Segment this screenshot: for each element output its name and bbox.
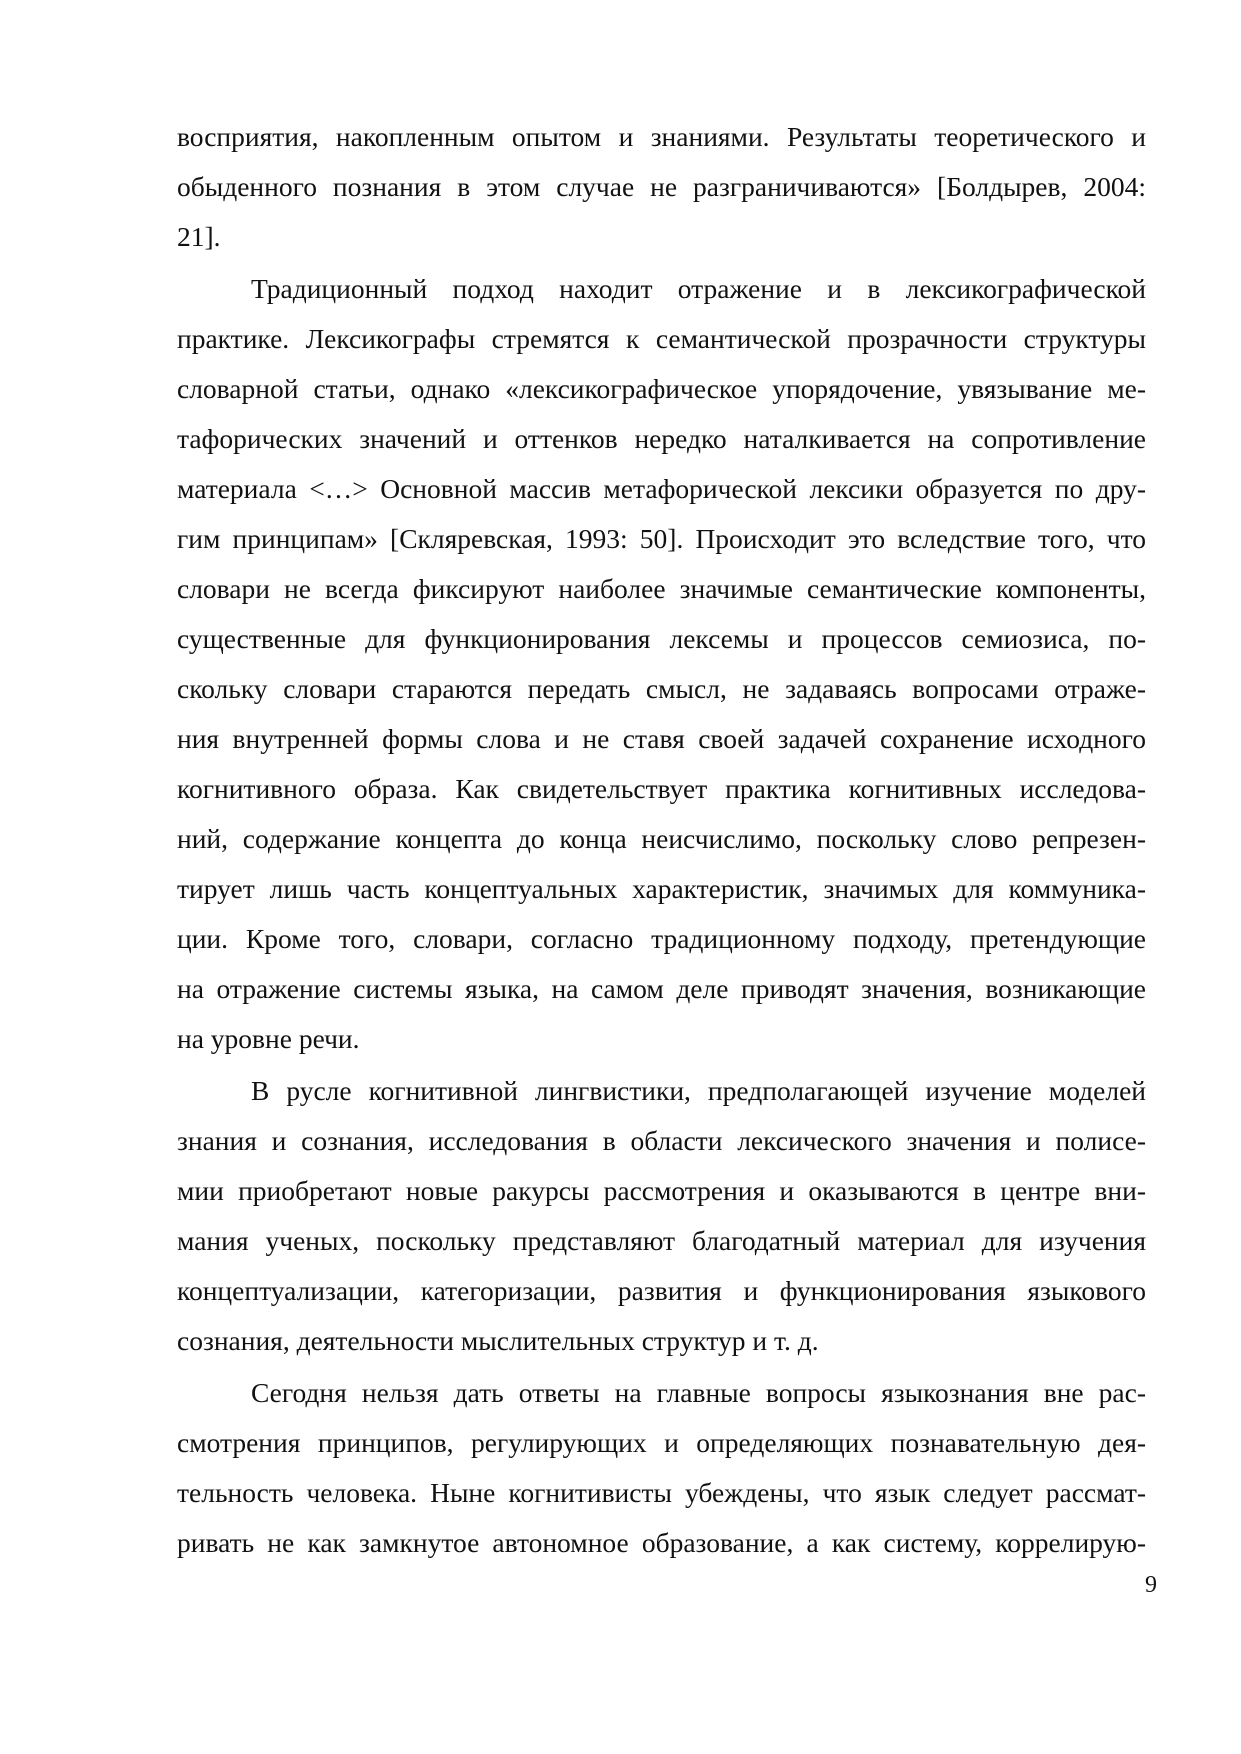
text-line: словарной статьи, однако «лексикографическое упорядочение, увязывание ме- [177,373,1146,404]
text-line: тельность человека. Ныне когнитивисты убеждены, что язык следует рассмат- [177,1477,1146,1508]
text-line: Сегодня нельзя дать ответы на главные вопросы языкознания вне рас- [251,1377,1146,1408]
text-line: 21]. [177,221,221,252]
paragraph [177,1368,1146,1568]
text-line: ния внутренней формы слова и не ставя своей задачей сохранение исходного [177,723,1146,754]
text-line: Традиционный подход находит отражение и в лексикографической [251,273,1146,304]
text-line: ний, содержание концепта до конца неисчислимо, поскольку слово репрезен- [177,823,1146,854]
paragraph [177,112,1146,262]
text-line: мания ученых, поскольку представляют благодатный материал для изучения [177,1225,1146,1256]
text-line: на отражение системы языка, на самом деле приводят значения, возникающие [177,973,1146,1004]
text-line: ривать не как замкнутое автономное образование, а как систему, коррелирую- [177,1527,1146,1558]
text-line: восприятия, накопленным опытом и знаниями. Результаты теоретического и [177,121,1146,152]
text-line: когнитивного образа. Как свидетельствует практика когнитивных исследова- [177,773,1146,804]
text-line: сознания, деятельности мыслительных структур и т. д. [177,1325,819,1356]
text-line: существенные для функционирования лексемы и процессов семиозиса, по- [177,623,1146,654]
text-line: на уровне речи. [177,1023,360,1054]
text-line: ции. Кроме того, словари, согласно традиционному подходу, претендующие [177,923,1146,954]
text-line: словари не всегда фиксируют наиболее значимые семантические компоненты, [177,573,1146,604]
text-line: мии приобретают новые ракурсы рассмотрения и оказываются в центре вни- [177,1175,1146,1206]
text-line: обыденного познания в этом случае не разграничиваются» [Болдырев, 2004: [177,171,1146,202]
text-line: материала <…> Основной массив метафорической лексики образуется по дру- [177,473,1146,504]
text-line: концептуализации, категоризации, развития и функционирования языкового [177,1275,1146,1306]
paragraph [177,1066,1146,1366]
body-text [177,112,1146,1570]
text-line: скольку словари стараются передать смысл, не задаваясь вопросами отраже- [177,673,1146,704]
text-line: знания и сознания, исследования в области лексического значения и полисе- [177,1125,1146,1156]
text-line: практике. Лексикографы стремятся к семантической прозрачности структуры [177,323,1146,354]
text-line: гим принципам» [Скляревская, 1993: 50]. Происходит это вследствие того, что [177,523,1146,554]
text-line: тафорических значений и оттенков нередко наталкивается на сопротивление [177,423,1146,454]
text-line: тирует лишь часть концептуальных характеристик, значимых для коммуника- [177,873,1146,904]
paragraph [177,264,1146,1064]
text-line: В русле когнитивной лингвистики, предполагающей изучение моделей [251,1075,1146,1106]
text-line: смотрения принципов, регулирующих и определяющих познавательную дея- [177,1427,1146,1458]
page-number: 9 [1145,1572,1157,1598]
